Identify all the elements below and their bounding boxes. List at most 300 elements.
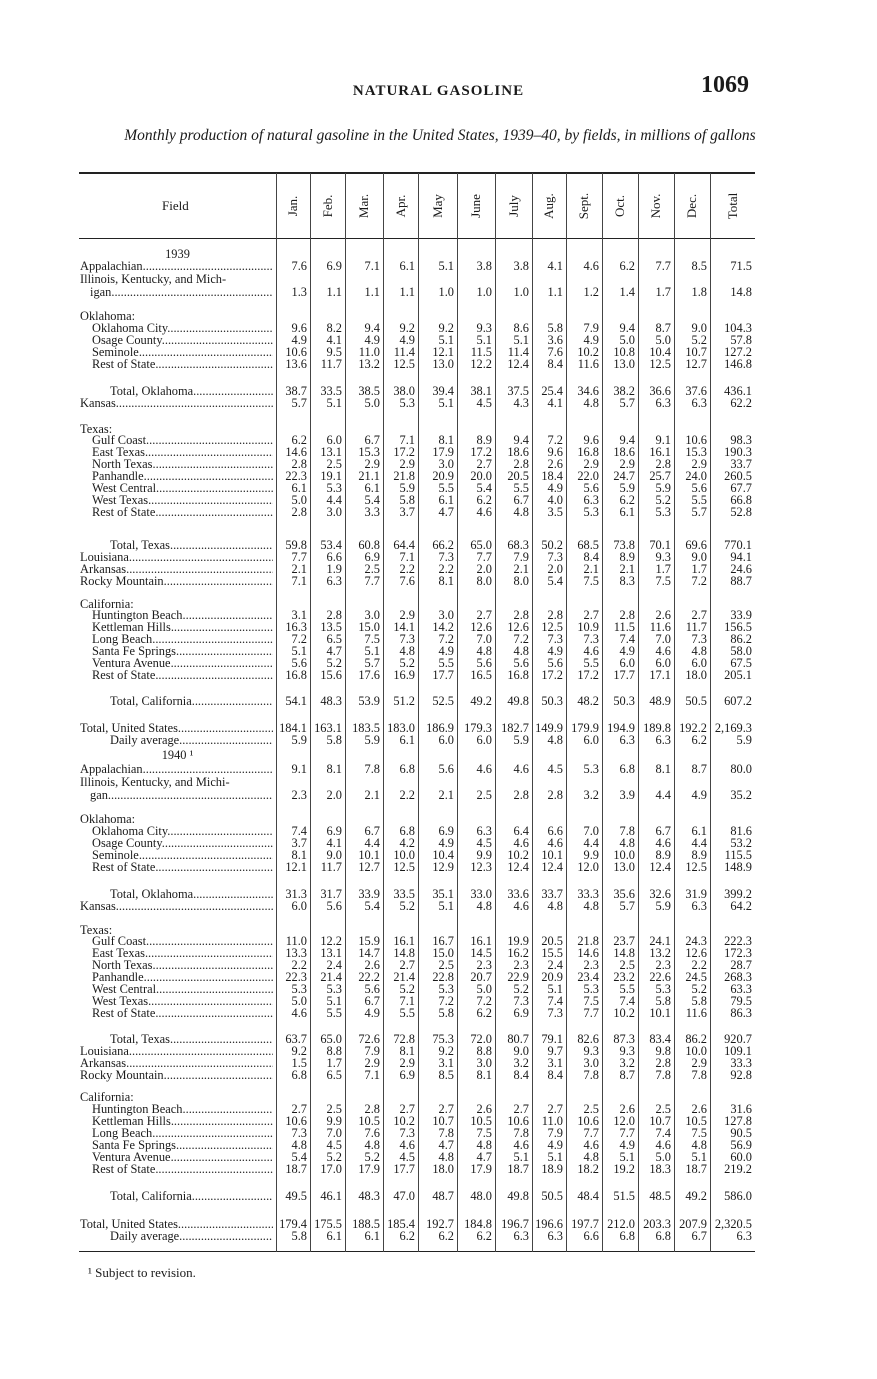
cell-value: 35.2 — [730, 788, 752, 802]
cell-value: 7.5 — [583, 994, 599, 1008]
cell-value: 53.9 — [358, 694, 380, 708]
cell-value: 4.8 — [583, 899, 599, 913]
cell-value: 10.0 — [393, 848, 415, 862]
cell-value: 17.9 — [470, 1162, 492, 1176]
cell-value: 11.0 — [285, 934, 307, 948]
cell-value: 35.6 — [613, 887, 635, 901]
row-label: Osage County ..... — [92, 837, 273, 850]
cell-value: 2.8 — [291, 457, 307, 471]
cell-value: 22.3 — [285, 469, 307, 483]
cell-value: 49.8 — [507, 694, 529, 708]
cell-value: 5.6 — [547, 656, 563, 670]
cell-value: 9.1 — [291, 762, 307, 776]
cell-value: 18.4 — [541, 469, 563, 483]
cell-value: 6.4 — [513, 824, 529, 838]
cell-value: 7.5 — [583, 574, 599, 588]
cell-value: 207.9 — [679, 1217, 707, 1231]
cell-value: 10.7 — [685, 345, 707, 359]
cell-value: 2.5 — [583, 1102, 599, 1116]
cell-value: 16.8 — [285, 668, 307, 682]
cell-value: 6.2 — [476, 1229, 492, 1243]
cell-value: 9.4 — [364, 321, 380, 335]
cell-value: 50.5 — [685, 694, 707, 708]
cell-value: 8.5 — [438, 1068, 454, 1082]
cell-value: 6.3 — [655, 733, 671, 747]
row-label: igan ..... — [90, 286, 273, 299]
row-label: Long Beach ..... — [92, 633, 273, 646]
cell-value: 6.1 — [291, 481, 307, 495]
cell-value: 4.1 — [326, 333, 342, 347]
cell-value: 49.5 — [285, 1189, 307, 1203]
cell-value: 5.6 — [326, 899, 342, 913]
cell-value: 4.6 — [655, 1138, 671, 1152]
cell-value: 12.4 — [649, 860, 671, 874]
cell-value: 22.6 — [649, 970, 671, 984]
table-row — [0, 1069, 877, 1082]
cell-value: 33.9 — [730, 608, 752, 622]
cell-value: 5.6 — [438, 762, 454, 776]
cell-value: 1.5 — [291, 1056, 307, 1070]
cell-value: 2.7 — [399, 958, 415, 972]
cell-value: 1.1 — [326, 285, 342, 299]
cell-value: 63.7 — [285, 1032, 307, 1046]
cell-value: 5.7 — [291, 396, 307, 410]
cell-value: 22.9 — [507, 970, 529, 984]
row-label: East Texas ..... — [92, 446, 273, 459]
cell-value: 1.3 — [291, 285, 307, 299]
cell-value: 79.1 — [541, 1032, 563, 1046]
cell-value: 10.4 — [649, 345, 671, 359]
cell-value: 38.2 — [613, 384, 635, 398]
cell-value: 8.6 — [513, 321, 529, 335]
cell-value: 16.8 — [577, 445, 599, 459]
cell-value: 7.3 — [438, 550, 454, 564]
cell-value: 8.8 — [476, 1044, 492, 1058]
cell-value: 2.8 — [326, 608, 342, 622]
cell-value: 14.8 — [730, 285, 752, 299]
cell-value: 2.3 — [291, 788, 307, 802]
cell-value: 2.0 — [547, 562, 563, 576]
cell-value: 4.8 — [476, 899, 492, 913]
row-label: Kettleman Hills ..... — [92, 621, 273, 634]
cell-value: 25.4 — [541, 384, 563, 398]
cell-value: 2.1 — [364, 788, 380, 802]
cell-value: 7.7 — [476, 550, 492, 564]
cell-value: 4.6 — [476, 762, 492, 776]
row-label: California: — [80, 598, 134, 611]
cell-value: 17.6 — [358, 668, 380, 682]
row-label: West Texas ..... — [92, 494, 273, 507]
cell-value: 51.5 — [613, 1189, 635, 1203]
cell-value: 3.0 — [438, 608, 454, 622]
cell-value: 10.6 — [685, 433, 707, 447]
cell-value: 5.9 — [513, 733, 529, 747]
cell-value: 6.3 — [326, 574, 342, 588]
cell-value: 10.2 — [613, 1006, 635, 1020]
table-row — [0, 1190, 877, 1203]
cell-value: 33.5 — [320, 384, 342, 398]
table-row — [0, 506, 877, 519]
cell-value: 15.6 — [320, 668, 342, 682]
cell-value: 13.1 — [320, 946, 342, 960]
cell-value: 19.1 — [320, 469, 342, 483]
cell-value: 4.8 — [438, 1150, 454, 1164]
cell-value: 69.6 — [685, 538, 707, 552]
cell-value: 4.6 — [583, 259, 599, 273]
cell-value: 5.9 — [399, 481, 415, 495]
cell-value: 7.3 — [513, 994, 529, 1008]
cell-value: 13.2 — [649, 946, 671, 960]
cell-value: 6.6 — [583, 1229, 599, 1243]
cell-value: 5.4 — [364, 899, 380, 913]
row-label: Rocky Mountain ..... — [80, 575, 273, 588]
cell-value: 12.7 — [358, 860, 380, 874]
cell-value: 16.1 — [649, 445, 671, 459]
cell-value: 5.5 — [326, 1006, 342, 1020]
cell-value: 5.2 — [399, 656, 415, 670]
cell-value: 4.8 — [513, 505, 529, 519]
cell-value: 5.5 — [691, 493, 707, 507]
cell-value: 5.0 — [291, 493, 307, 507]
cell-value: 5.5 — [619, 982, 635, 996]
cell-value: 5.3 — [326, 481, 342, 495]
cell-value: 5.7 — [619, 899, 635, 913]
cell-value: 7.6 — [547, 345, 563, 359]
cell-value: 9.3 — [619, 1044, 635, 1058]
cell-value: 5.8 — [438, 1006, 454, 1020]
row-label: North Texas ..... — [92, 458, 273, 471]
cell-value: 63.3 — [730, 982, 752, 996]
cell-value: 920.7 — [724, 1032, 752, 1046]
cell-value: 17.2 — [470, 445, 492, 459]
cell-value: 12.0 — [577, 860, 599, 874]
cell-value: 5.3 — [438, 982, 454, 996]
cell-value: 2.2 — [691, 958, 707, 972]
cell-value: 71.5 — [730, 259, 752, 273]
cell-value: 8.9 — [476, 433, 492, 447]
cell-value: 4.8 — [476, 644, 492, 658]
row-label: Total, California ..... — [110, 695, 273, 708]
cell-value: 2.2 — [399, 562, 415, 576]
cell-value: 21.1 — [358, 469, 380, 483]
cell-value: 9.4 — [619, 321, 635, 335]
cell-value: 5.6 — [583, 481, 599, 495]
column-header: July — [505, 195, 521, 217]
cell-value: 8.8 — [326, 1044, 342, 1058]
cell-value: 6.8 — [619, 762, 635, 776]
cell-value: 3.3 — [364, 505, 380, 519]
table-row — [0, 789, 877, 802]
cell-value: 46.1 — [320, 1189, 342, 1203]
cell-value: 1.0 — [438, 285, 454, 299]
cell-value: 5.8 — [691, 994, 707, 1008]
cell-value: 6.2 — [476, 493, 492, 507]
cell-value: 1.7 — [326, 1056, 342, 1070]
cell-value: 184.1 — [279, 721, 307, 735]
cell-value: 146.8 — [724, 357, 752, 371]
cell-value: 1.1 — [547, 285, 563, 299]
cell-value: 58.0 — [730, 644, 752, 658]
cell-value: 9.3 — [583, 1044, 599, 1058]
cell-value: 88.7 — [730, 574, 752, 588]
cell-value: 25.7 — [649, 469, 671, 483]
cell-value: 53.2 — [730, 836, 752, 850]
cell-value: 260.5 — [724, 469, 752, 483]
cell-value: 205.1 — [724, 668, 752, 682]
cell-value: 67.7 — [730, 481, 752, 495]
table-row — [0, 1230, 877, 1243]
cell-value: 2.5 — [364, 562, 380, 576]
row-label: Rest of State ..... — [92, 358, 273, 371]
cell-value: 17.9 — [358, 1162, 380, 1176]
cell-value: 4.6 — [513, 762, 529, 776]
cell-value: 10.4 — [432, 848, 454, 862]
cell-value: 2.3 — [655, 958, 671, 972]
cell-value: 31.3 — [285, 887, 307, 901]
cell-value: 10.7 — [649, 1114, 671, 1128]
cell-value: 186.9 — [426, 721, 454, 735]
cell-value: 9.3 — [655, 550, 671, 564]
cell-value: 4.5 — [326, 1138, 342, 1152]
cell-value: 7.3 — [399, 632, 415, 646]
cell-value: 13.3 — [285, 946, 307, 960]
cell-value: 7.2 — [691, 574, 707, 588]
cell-value: 7.9 — [583, 321, 599, 335]
cell-value: 163.1 — [314, 721, 342, 735]
cell-value: 3.7 — [399, 505, 415, 519]
cell-value: 53.4 — [320, 538, 342, 552]
cell-value: 6.2 — [619, 493, 635, 507]
row-label: West Texas ..... — [92, 995, 273, 1008]
cell-value: 17.2 — [541, 668, 563, 682]
cell-value: 2.7 — [291, 1102, 307, 1116]
cell-value: 7.4 — [619, 994, 635, 1008]
cell-value: 6.6 — [547, 824, 563, 838]
cell-value: 9.2 — [438, 1044, 454, 1058]
cell-value: 83.4 — [649, 1032, 671, 1046]
column-header: May — [429, 194, 445, 218]
table-row — [0, 669, 877, 682]
cell-value: 13.0 — [613, 357, 635, 371]
cell-value: 436.1 — [724, 384, 752, 398]
cell-value: 17.7 — [613, 668, 635, 682]
cell-value: 2.8 — [513, 788, 529, 802]
cell-value: 73.8 — [613, 538, 635, 552]
cell-value: 4.4 — [364, 836, 380, 850]
cell-value: 4.8 — [476, 1138, 492, 1152]
cell-value: 11.4 — [507, 345, 529, 359]
cell-value: 7.4 — [619, 632, 635, 646]
cell-value: 5.9 — [291, 733, 307, 747]
cell-value: 5.5 — [513, 481, 529, 495]
cell-value: 37.6 — [685, 384, 707, 398]
cell-value: 9.0 — [691, 321, 707, 335]
cell-value: 8.5 — [691, 259, 707, 273]
cell-value: 5.9 — [655, 899, 671, 913]
cell-value: 11.7 — [685, 620, 707, 634]
row-label: West Central ..... — [92, 482, 273, 495]
cell-value: 4.9 — [547, 644, 563, 658]
cell-value: 1.2 — [583, 285, 599, 299]
column-header: Mar. — [356, 193, 371, 219]
cell-value: 12.4 — [541, 860, 563, 874]
cell-value: 6.9 — [438, 824, 454, 838]
cell-value: 1.8 — [691, 285, 707, 299]
cell-value: 1.0 — [476, 285, 492, 299]
cell-value: 2.7 — [513, 1102, 529, 1116]
cell-value: 6.3 — [547, 1229, 563, 1243]
cell-value: 8.9 — [619, 550, 635, 564]
cell-value: 38.5 — [358, 384, 380, 398]
cell-value: 50.3 — [613, 694, 635, 708]
cell-value: 4.8 — [691, 644, 707, 658]
cell-value: 12.5 — [649, 357, 671, 371]
cell-value: 14.6 — [577, 946, 599, 960]
cell-value: 770.1 — [724, 538, 752, 552]
row-label: Total, United States ..... — [80, 722, 273, 735]
cell-value: 4.4 — [691, 836, 707, 850]
cell-value: 13.5 — [320, 620, 342, 634]
cell-value: 39.4 — [432, 384, 454, 398]
row-label: Arkansas ..... — [80, 1057, 273, 1070]
cell-value: 2.6 — [619, 1102, 635, 1116]
cell-value: 48.0 — [470, 1189, 492, 1203]
cell-value: 2.8 — [547, 608, 563, 622]
cell-value: 22.0 — [577, 469, 599, 483]
cell-value: 8.1 — [438, 574, 454, 588]
row-label: Santa Fe Springs ..... — [92, 1139, 273, 1152]
cell-value: 8.7 — [619, 1068, 635, 1082]
cell-value: 1.7 — [691, 562, 707, 576]
cell-value: 82.6 — [577, 1032, 599, 1046]
cell-value: 9.4 — [513, 433, 529, 447]
cell-value: 24.1 — [649, 934, 671, 948]
cell-value: 5.3 — [291, 982, 307, 996]
cell-value: 2.3 — [476, 958, 492, 972]
cell-value: 80.0 — [730, 762, 752, 776]
cell-value: 6.1 — [691, 824, 707, 838]
cell-value: 5.1 — [364, 644, 380, 658]
cell-value: 2,169.3 — [714, 721, 752, 735]
cell-value: 15.9 — [358, 934, 380, 948]
cell-value: 2.7 — [583, 608, 599, 622]
cell-value: 33.3 — [730, 1056, 752, 1070]
cell-value: 1.0 — [513, 285, 529, 299]
cell-value: 7.8 — [619, 824, 635, 838]
column-header: Jan. — [285, 195, 300, 217]
cell-value: 7.3 — [547, 550, 563, 564]
cell-value: 179.4 — [279, 1217, 307, 1231]
cell-value: 6.9 — [513, 1006, 529, 1020]
cell-value: 4.6 — [547, 836, 563, 850]
cell-value: 66.8 — [730, 493, 752, 507]
row-label: Osage County ..... — [92, 334, 273, 347]
cell-value: 190.3 — [724, 445, 752, 459]
cell-value: 13.1 — [320, 445, 342, 459]
cell-value: 6.3 — [736, 1229, 752, 1243]
running-header: NATURAL GASOLINE — [352, 83, 525, 99]
cell-value: 2.5 — [326, 1102, 342, 1116]
cell-value: 4.7 — [326, 644, 342, 658]
cell-value: 18.6 — [507, 445, 529, 459]
cell-value: 14.5 — [470, 946, 492, 960]
cell-value: 8.4 — [547, 1068, 563, 1082]
cell-value: 5.1 — [438, 899, 454, 913]
row-label: Texas: — [80, 423, 113, 436]
cell-value: 5.2 — [691, 333, 707, 347]
cell-value: 196.7 — [501, 1217, 529, 1231]
cell-value: 20.5 — [507, 469, 529, 483]
cell-value: 4.6 — [513, 899, 529, 913]
row-label: Oklahoma: — [80, 310, 136, 323]
cell-value: 5.6 — [364, 982, 380, 996]
cell-value: 6.0 — [326, 433, 342, 447]
cell-value: 2.0 — [476, 562, 492, 576]
cell-value: 2.9 — [619, 457, 635, 471]
row-label: Panhandle ..... — [92, 971, 273, 984]
cell-value: 14.1 — [393, 620, 415, 634]
cell-value: 6.5 — [326, 632, 342, 646]
cell-value: 3.8 — [476, 259, 492, 273]
cell-value: 18.2 — [577, 1162, 599, 1176]
cell-value: 33.0 — [470, 887, 492, 901]
cell-value: 179.3 — [464, 721, 492, 735]
cell-value: 31.6 — [730, 1102, 752, 1116]
cell-value: 2.8 — [619, 608, 635, 622]
cell-value: 20.9 — [541, 970, 563, 984]
cell-value: 4.9 — [291, 333, 307, 347]
cell-value: 3.0 — [476, 1056, 492, 1070]
cell-value: 11.7 — [320, 357, 342, 371]
cell-value: 5.9 — [619, 481, 635, 495]
cell-value: 2.5 — [655, 1102, 671, 1116]
cell-value: 4.9 — [399, 333, 415, 347]
cell-value: 2.7 — [691, 608, 707, 622]
cell-value: 7.1 — [399, 994, 415, 1008]
cell-value: 47.0 — [393, 1189, 415, 1203]
cell-value: 4.4 — [583, 836, 599, 850]
cell-value: 17.7 — [393, 1162, 415, 1176]
cell-value: 49.8 — [507, 1189, 529, 1203]
row-label: Long Beach ..... — [92, 1127, 273, 1140]
cell-value: 7.2 — [438, 632, 454, 646]
cell-value: 12.5 — [685, 860, 707, 874]
cell-value: 7.8 — [513, 1126, 529, 1140]
cell-value: 8.9 — [691, 848, 707, 862]
cell-value: 7.0 — [583, 824, 599, 838]
cell-value: 7.1 — [364, 1068, 380, 1082]
cell-value: 399.2 — [724, 887, 752, 901]
cell-value: 6.9 — [326, 259, 342, 273]
cell-value: 2.5 — [476, 788, 492, 802]
cell-value: 79.5 — [730, 994, 752, 1008]
cell-value: 148.9 — [724, 860, 752, 874]
cell-value: 197.7 — [571, 1217, 599, 1231]
cell-value: 6.1 — [619, 505, 635, 519]
cell-value: 8.1 — [399, 1044, 415, 1058]
cell-value: 10.9 — [577, 620, 599, 634]
table-row — [0, 861, 877, 874]
table-caption: Monthly production of natural gasoline in the United States, 1939–40, by fields, in millions of gallons — [124, 127, 756, 144]
cell-value: 20.7 — [470, 970, 492, 984]
cell-value: 4.8 — [619, 836, 635, 850]
cell-value: 6.7 — [513, 493, 529, 507]
cell-value: 5.0 — [291, 994, 307, 1008]
cell-value: 8.1 — [476, 1068, 492, 1082]
cell-value: 17.7 — [432, 668, 454, 682]
cell-value: 24.5 — [685, 970, 707, 984]
cell-value: 23.7 — [613, 934, 635, 948]
